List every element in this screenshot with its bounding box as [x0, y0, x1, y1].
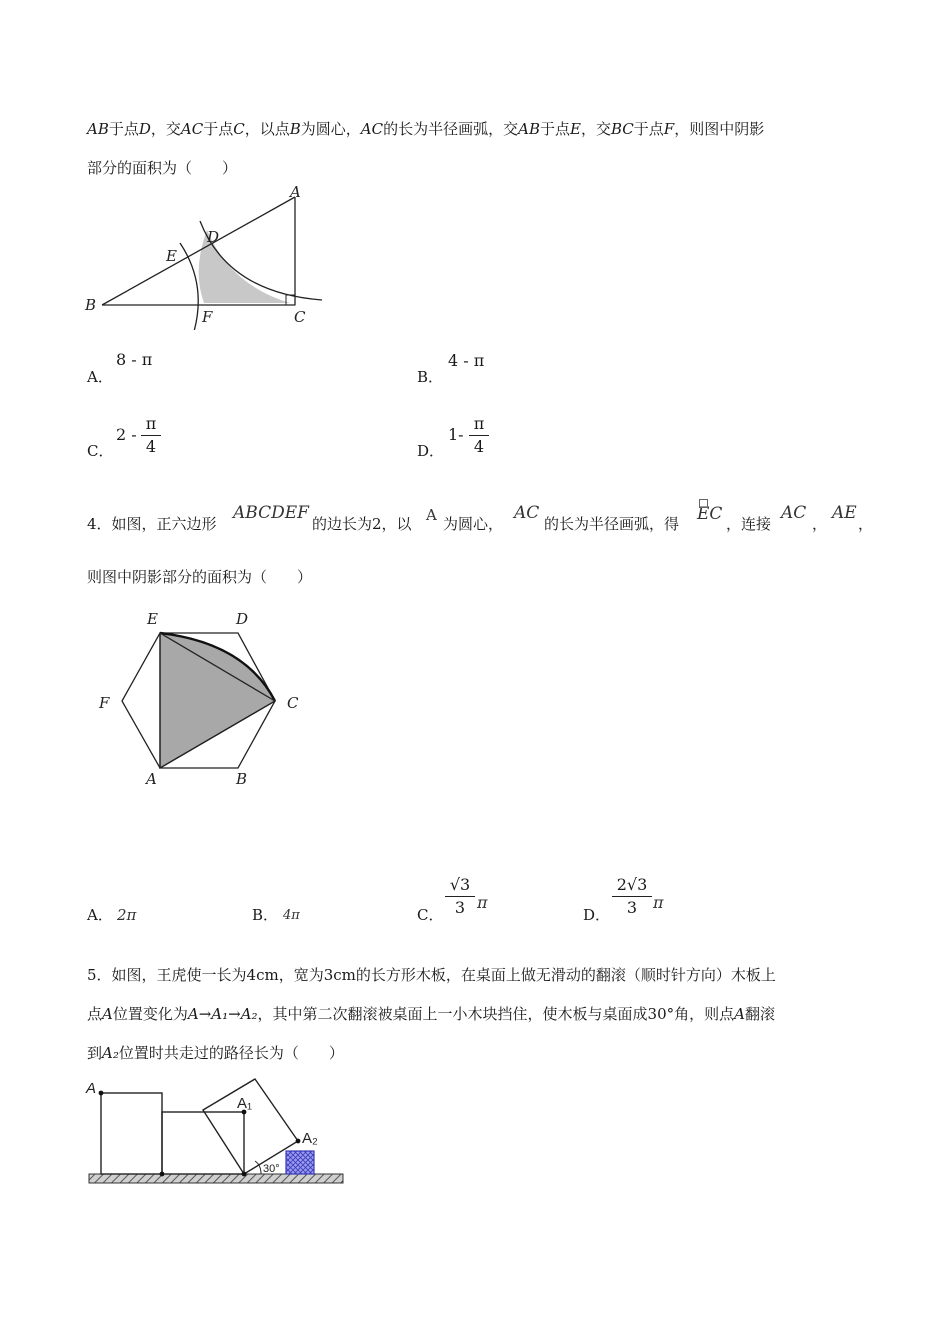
q3-t17: 于点: [633, 120, 664, 138]
q3-option-a-key[interactable]: A．: [87, 368, 113, 386]
q3-t3: ，交: [150, 120, 181, 138]
q5-l2-sequence: A→A₁→A₂: [187, 1005, 258, 1023]
q3-t11: 的长为半径画弧，交: [383, 120, 519, 138]
q3-t19: ，则图中阴影: [674, 120, 765, 138]
q5-point-a: [99, 1091, 104, 1096]
q5-board-first-roll: [162, 1112, 244, 1174]
q4-option-c-den: 3: [454, 898, 466, 917]
q4-option-d-num: 2√3: [616, 875, 648, 894]
q3-label-f: F: [202, 308, 213, 326]
q4-text-seg6: ，: [812, 515, 828, 533]
q4-math-a: A: [426, 506, 437, 524]
q4-option-d-pi: π: [653, 893, 664, 912]
q5-l2-a-point2: A: [734, 1005, 745, 1023]
q4-arc-symbol-icon: [699, 499, 708, 508]
q3-t18: F: [663, 120, 675, 138]
q4-option-d-key[interactable]: D．: [583, 906, 611, 924]
q3-t15: ，交: [580, 120, 611, 138]
q5-label-a: A: [86, 1080, 97, 1097]
q3-label-c: C: [294, 308, 306, 326]
q3-option-c-num: π: [145, 414, 157, 433]
q3-option-d-den: 4: [473, 437, 485, 456]
q3-label-a: A: [290, 185, 301, 201]
q3-t1: 于点: [108, 120, 139, 138]
q3-option-d-frac: [469, 414, 489, 457]
q3-side-ab: [102, 197, 295, 305]
q5-l2-a-point: A: [102, 1005, 113, 1023]
q3-t16: BC: [610, 120, 634, 138]
q4-option-b-expr: 4π: [283, 908, 300, 923]
q3-t8: B: [289, 120, 301, 138]
q3-t12: AB: [518, 120, 540, 138]
q5-pivot-1: [160, 1172, 165, 1177]
q5-small-block: [286, 1151, 314, 1174]
q4-label-e: E: [147, 610, 158, 628]
q5-text-line2: [87, 1003, 775, 1024]
q4-option-c-key[interactable]: C．: [417, 906, 444, 924]
q5-text-line3: [87, 1042, 344, 1063]
q5-label-angle: 30°: [263, 1163, 280, 1175]
q3-t10: AC: [360, 120, 384, 138]
q3-label-b: B: [85, 296, 97, 314]
q4-text-line2: 则图中阴影部分的面积为（ ）: [87, 568, 313, 586]
q3-option-a-expr: 8 - π: [116, 350, 153, 369]
q3-option-d-num: π: [473, 414, 485, 433]
q4-label-f: F: [99, 694, 110, 712]
q4-math-hexagon: ABCDEF: [233, 503, 309, 523]
q3-t6: C: [233, 120, 245, 138]
q3-t7: ，以点: [244, 120, 290, 138]
q5-point-a2: [296, 1139, 301, 1144]
q5-board-tilted: [203, 1079, 298, 1174]
q3-t13: 于点: [539, 120, 570, 138]
q3-option-b-expr: 4 - π: [448, 351, 485, 370]
q5-table-surface: [89, 1174, 343, 1183]
q3-text-line2: 部分的面积为（ ）: [87, 159, 238, 177]
q4-option-c-frac: [445, 875, 475, 918]
q4-option-d-den: 3: [626, 898, 638, 917]
q4-math-ae: AE: [832, 503, 857, 523]
q5-board-initial: [101, 1093, 162, 1174]
q5-figure: [83, 1075, 348, 1190]
q4-label-a: A: [146, 770, 157, 788]
q4-label-c: C: [287, 694, 299, 712]
q3-t5: 于点: [203, 120, 234, 138]
q4-text-seg1: 4．如图，正六边形: [87, 515, 217, 533]
q4-text-seg2: 的边长为2，以: [312, 515, 412, 533]
q3-option-d-key[interactable]: D．: [417, 442, 445, 460]
q3-figure: [80, 185, 330, 330]
q3-option-c-den: 4: [145, 437, 157, 456]
q3-t9: 为圆心，: [300, 120, 361, 138]
q3-t4: AC: [180, 120, 204, 138]
q5-l3a: 到: [87, 1044, 103, 1062]
q4-option-a-expr: 2π: [117, 906, 137, 924]
q5-pivot-2: [242, 1172, 247, 1177]
q4-math-ac: AC: [514, 503, 540, 523]
q4-shaded-sector: [160, 633, 275, 768]
q4-figure: [95, 605, 310, 790]
q3-t14: E: [570, 120, 581, 138]
q4-text-seg5: ，连接: [726, 515, 772, 533]
q4-option-c-pi: π: [477, 893, 488, 912]
q4-option-a-key[interactable]: A．: [87, 906, 113, 924]
q4-label-b: B: [236, 770, 248, 788]
q4-option-d-frac: [612, 875, 652, 918]
q5-l3-a2-point: A₂: [102, 1044, 119, 1062]
q5-text-line1: 5．如图，王虎使一长为4cm，宽为3cm的长方形木板，在桌面上做无滑动的翻滚（顺时针方向）木板上: [87, 966, 776, 984]
q3-option-b-key[interactable]: B．: [417, 368, 444, 386]
q4-option-b-key[interactable]: B．: [252, 906, 279, 924]
q4-math-ac2: AC: [781, 503, 807, 523]
q5-l2c: ，其中第二次翻滚被桌面上一小木块挡住，使木板与桌面成30°角，则点: [257, 1005, 735, 1023]
q5-l2d: 翻滚: [744, 1005, 775, 1023]
q5-l2b: 位置变化为: [112, 1005, 188, 1023]
q4-text-seg4: 的长为半径画弧，得: [544, 515, 680, 533]
q5-label-a1: A₁: [237, 1095, 253, 1112]
q3-label-e: E: [166, 247, 177, 265]
q3-label-d: D: [207, 228, 220, 246]
q4-text-seg3: 为圆心，: [443, 515, 504, 533]
q5-label-a2: A₂: [302, 1130, 318, 1147]
q4-math-arc-ec: EC: [697, 504, 723, 524]
q3-t0: AB: [87, 120, 109, 138]
q4-label-d: D: [236, 610, 249, 628]
q3-option-c-key[interactable]: C．: [87, 442, 114, 460]
q4-text-seg7: ，: [858, 515, 874, 533]
q5-l3b: 位置时共走过的路径长为（ ）: [118, 1044, 344, 1062]
q3-text-line1: [87, 118, 764, 139]
q3-option-c-whole: 2 -: [116, 425, 137, 444]
q5-l2a: 点: [87, 1005, 103, 1023]
q3-option-d-whole: 1-: [448, 425, 464, 444]
q3-option-c-frac: [141, 414, 161, 457]
q4-option-c-num: √3: [449, 875, 471, 894]
q3-t2: D: [138, 120, 151, 138]
